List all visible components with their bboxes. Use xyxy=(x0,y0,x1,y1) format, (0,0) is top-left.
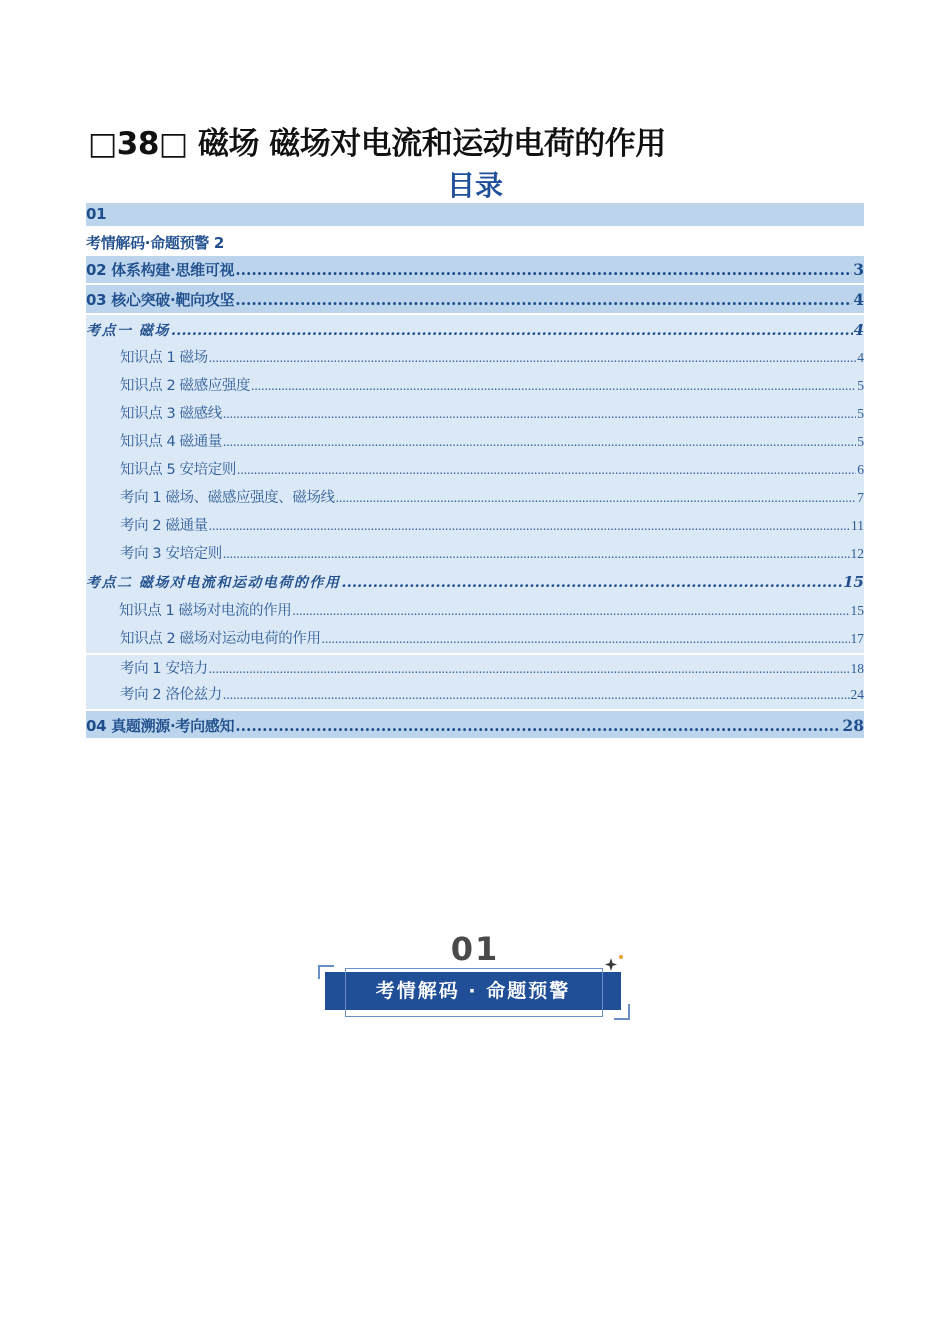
toc-entry-label: 03 核心突破·靶向攻坚 xyxy=(86,291,235,309)
toc-page-number: 5 xyxy=(857,434,864,449)
corner-bracket-bottom-right xyxy=(614,1004,630,1020)
dot-leader xyxy=(292,597,849,625)
toc-page-number: 4 xyxy=(857,350,864,365)
toc-entry-04[interactable] xyxy=(86,709,864,738)
toc-page-number: 17 xyxy=(850,631,864,646)
toc-entry-label: 考情解码·命题预警 2 xyxy=(86,234,225,252)
table-of-contents xyxy=(86,203,864,738)
toc-entry-exam-analysis[interactable] xyxy=(86,226,864,256)
toc-page-number: 3 xyxy=(853,260,864,279)
toc-heading: 目录 xyxy=(446,169,503,202)
toc-entry-label: 考向 2 磁通量 xyxy=(120,518,208,534)
toc-entry-label: 知识点 2 磁感应强度 xyxy=(120,378,251,394)
toc-entry-knowledge-1[interactable] xyxy=(86,344,864,372)
toc-entry-label: 知识点 1 磁场对电流的作用 xyxy=(119,603,292,619)
toc-entry-knowledge-3[interactable] xyxy=(86,400,864,428)
toc-entry-label: 考向 1 磁场、磁感应强度、磁场线 xyxy=(120,490,335,506)
dot-leader xyxy=(209,655,850,681)
dot-leader xyxy=(223,400,856,428)
toc-entry-label: 考向 3 安培定则 xyxy=(120,546,222,562)
toc-entry-direction-2-2[interactable] xyxy=(86,681,864,709)
toc-entry-kaodian-1[interactable] xyxy=(86,313,864,344)
toc-entry-label: 知识点 2 磁场对运动电荷的作用 xyxy=(120,631,321,647)
dot-leader xyxy=(341,568,842,597)
toc-entry-label: 考向 2 洛伦兹力 xyxy=(120,687,222,703)
toc-entry-knowledge-5[interactable] xyxy=(86,456,864,484)
toc-entry-01[interactable] xyxy=(86,203,864,226)
toc-page-number: 4 xyxy=(853,290,864,309)
toc-page-number: 5 xyxy=(857,378,864,393)
dot-leader xyxy=(336,484,857,512)
toc-entry-label: 02 体系构建·思维可视 xyxy=(86,261,235,279)
toc-page-number: 11 xyxy=(851,518,864,533)
toc-entry-direction-3[interactable] xyxy=(86,540,864,568)
dot-leader xyxy=(322,625,850,653)
toc-entry-label: 知识点 4 磁通量 xyxy=(120,434,222,450)
toc-page-number: 5 xyxy=(857,406,864,421)
dot-leader xyxy=(209,344,857,372)
toc-page-number: 28 xyxy=(842,716,864,735)
dot-leader xyxy=(171,315,853,344)
toc-entry-label: 知识点 5 安培定则 xyxy=(120,462,236,478)
toc-entry-kaodian-2[interactable] xyxy=(86,568,864,597)
toc-entry-direction-2-1[interactable] xyxy=(86,653,864,681)
toc-entry-knowledge-2-2[interactable] xyxy=(86,625,864,653)
toc-page-number: 15 xyxy=(843,573,864,591)
toc-entry-direction-1[interactable] xyxy=(86,484,864,512)
toc-entry-03[interactable] xyxy=(86,283,864,313)
dot-leader xyxy=(209,512,850,540)
section-badge xyxy=(318,930,632,1022)
dot-leader xyxy=(223,428,856,456)
toc-page-number: 24 xyxy=(850,687,864,702)
toc-entry-label: 考向 1 安培力 xyxy=(120,661,208,677)
toc-entry-knowledge-2[interactable] xyxy=(86,372,864,400)
dot-leader xyxy=(235,285,852,313)
section-number: 01 xyxy=(450,930,500,968)
toc-entry-02[interactable] xyxy=(86,256,864,283)
sparkle-icon xyxy=(604,952,628,974)
toc-entry-label: 知识点 1 磁场 xyxy=(120,350,208,366)
document-title: □38□ 磁场 磁场对电流和运动电荷的作用 xyxy=(88,126,666,162)
dot-leader xyxy=(223,681,850,709)
toc-entry-label: 考点二 磁场对电流和运动电荷的作用 xyxy=(86,575,341,591)
toc-page-number: 4 xyxy=(853,321,864,339)
toc-entry-label: 考点一 磁场 xyxy=(86,323,170,339)
toc-entry-direction-2[interactable] xyxy=(86,512,864,540)
toc-entry-label: 01 xyxy=(86,205,107,223)
section-title-bar: 考情解码 · 命题预警 xyxy=(325,972,621,1010)
toc-entry-label: 知识点 3 磁感线 xyxy=(120,406,222,422)
dot-leader xyxy=(251,372,856,400)
section-title-outline xyxy=(345,968,603,1017)
dot-leader xyxy=(223,540,850,568)
toc-page-number: 18 xyxy=(850,661,864,676)
toc-entry-knowledge-2-1[interactable] xyxy=(86,597,864,625)
dot-leader xyxy=(237,456,856,484)
toc-page-number: 7 xyxy=(857,490,864,505)
toc-entry-knowledge-4[interactable] xyxy=(86,428,864,456)
dot-leader xyxy=(235,256,852,283)
dot-leader xyxy=(235,711,841,738)
toc-entry-label: 04 真题溯源·考向感知 xyxy=(86,717,235,735)
toc-page-number: 12 xyxy=(850,546,864,561)
toc-page-number: 15 xyxy=(850,603,864,618)
toc-page-number: 6 xyxy=(857,462,864,477)
